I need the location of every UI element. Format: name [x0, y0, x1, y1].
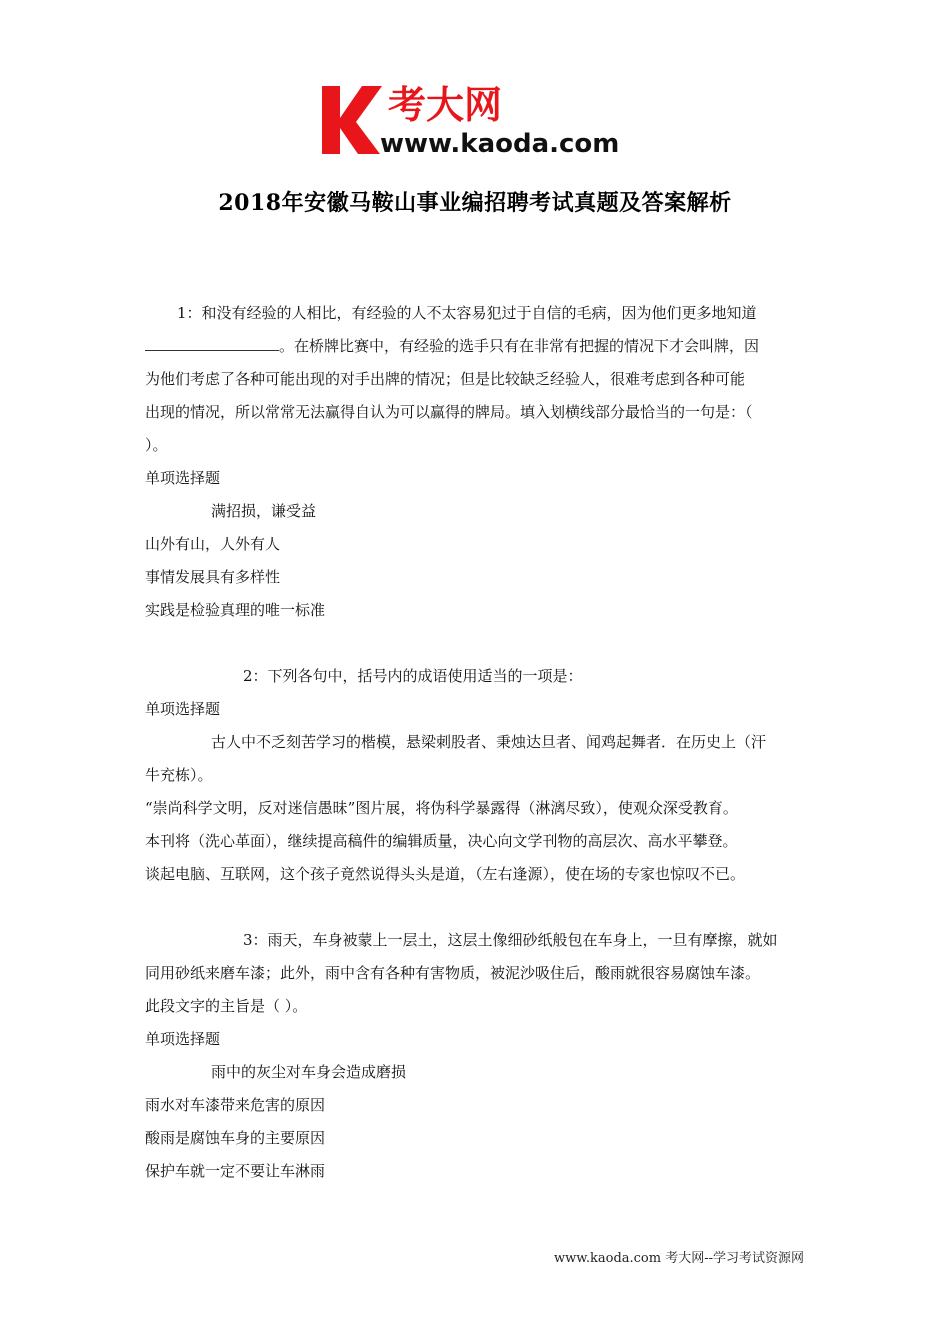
question-2-type: 单项选择题 [145, 700, 221, 718]
question-3-line-1: 3：雨天，车身被蒙上一层土，这层土像细砂纸般包在车身上，一旦有摩擦，就如 [243, 931, 778, 949]
question-3-option-b[interactable]: 雨水对车漆带来危害的原因 [145, 1096, 326, 1114]
question-1-option-d[interactable]: 实践是检验真理的唯一标准 [145, 601, 326, 619]
question-list [145, 297, 810, 1188]
question-1-line-3: 为他们考虑了各种可能出现的对手出牌的情况；但是比较缺乏经验人，很难考虑到各种可能 [145, 370, 746, 388]
question-1-line-5: ）。 [145, 436, 168, 454]
question-1-option-a[interactable]: 满招损，谦受益 [211, 502, 317, 520]
question-2-option-a-cont[interactable]: 牛充栋）。 [145, 766, 213, 784]
fill-blank [145, 330, 279, 351]
question-1-line-1: 1：和没有经验的人相比，有经验的人不太容易犯过于自信的毛病，因为他们更多地知道 [177, 304, 757, 322]
question-3-type: 单项选择题 [145, 1030, 221, 1048]
question-1-option-b[interactable]: 山外有山，人外有人 [145, 535, 281, 553]
page-footer: www.kaoda.com 考大网--学习考试资源网 [554, 1251, 804, 1266]
question-1-type: 单项选择题 [145, 469, 221, 487]
document-title: 2018年安徽马鞍山事业编招聘考试真题及答案解析 [218, 190, 732, 216]
question-3-line-3: 此段文字的主旨是（ ）。 [145, 997, 308, 1015]
question-2-option-c[interactable]: 本刊将（洗心革面），继续提高稿件的编辑质量，决心向文学刊物的高层次、高水平攀登。 [145, 832, 738, 850]
question-3-option-d[interactable]: 保护车就一定不要让车淋雨 [145, 1162, 326, 1180]
question-3-option-a[interactable]: 雨中的灰尘对车身会造成磨损 [211, 1063, 407, 1081]
question-3 [145, 924, 810, 1188]
kaoda-logo-icon [318, 78, 638, 158]
question-2-line-1: 2：下列各句中，括号内的成语使用适当的一项是： [243, 667, 583, 685]
question-1-option-c[interactable]: 事情发展具有多样性 [145, 568, 281, 586]
logo-brand-text: 考大网 [388, 83, 503, 127]
question-2-option-d[interactable]: 谈起电脑、互联网，这个孩子竟然说得头头是道，（左右逢源），使在场的专家也惊叹不已。 [145, 865, 746, 883]
question-2-option-b[interactable]: “崇尚科学文明，反对迷信愚昧”图片展，将伪科学暴露得（淋漓尽致），使观众深受教育。 [145, 799, 738, 817]
question-3-line-2: 同用砂纸来磨车漆；此外，雨中含有各种有害物质，被泥沙吸住后，酸雨就很容易腐蚀车漆。 [145, 964, 761, 982]
question-1 [145, 297, 810, 627]
question-1-line-2: 。在桥牌比赛中，有经验的选手只有在非常有把握的情况下才会叫牌，因 [145, 330, 810, 363]
question-2 [145, 660, 810, 891]
question-3-option-c[interactable]: 酸雨是腐蚀车身的主要原因 [145, 1129, 326, 1147]
logo-url-text: www.kaoda.com [380, 129, 620, 158]
kaoda-logo [318, 78, 638, 158]
question-1-line-4: 出现的情况，所以常常无法赢得自认为可以赢得的牌局。填入划横线部分最恰当的一句是：（ [145, 403, 753, 421]
question-2-option-a[interactable]: 古人中不乏刻苦学习的楷模，悬梁刺股者、秉烛达旦者、闻鸡起舞者．在历史上（汗 [211, 733, 767, 751]
